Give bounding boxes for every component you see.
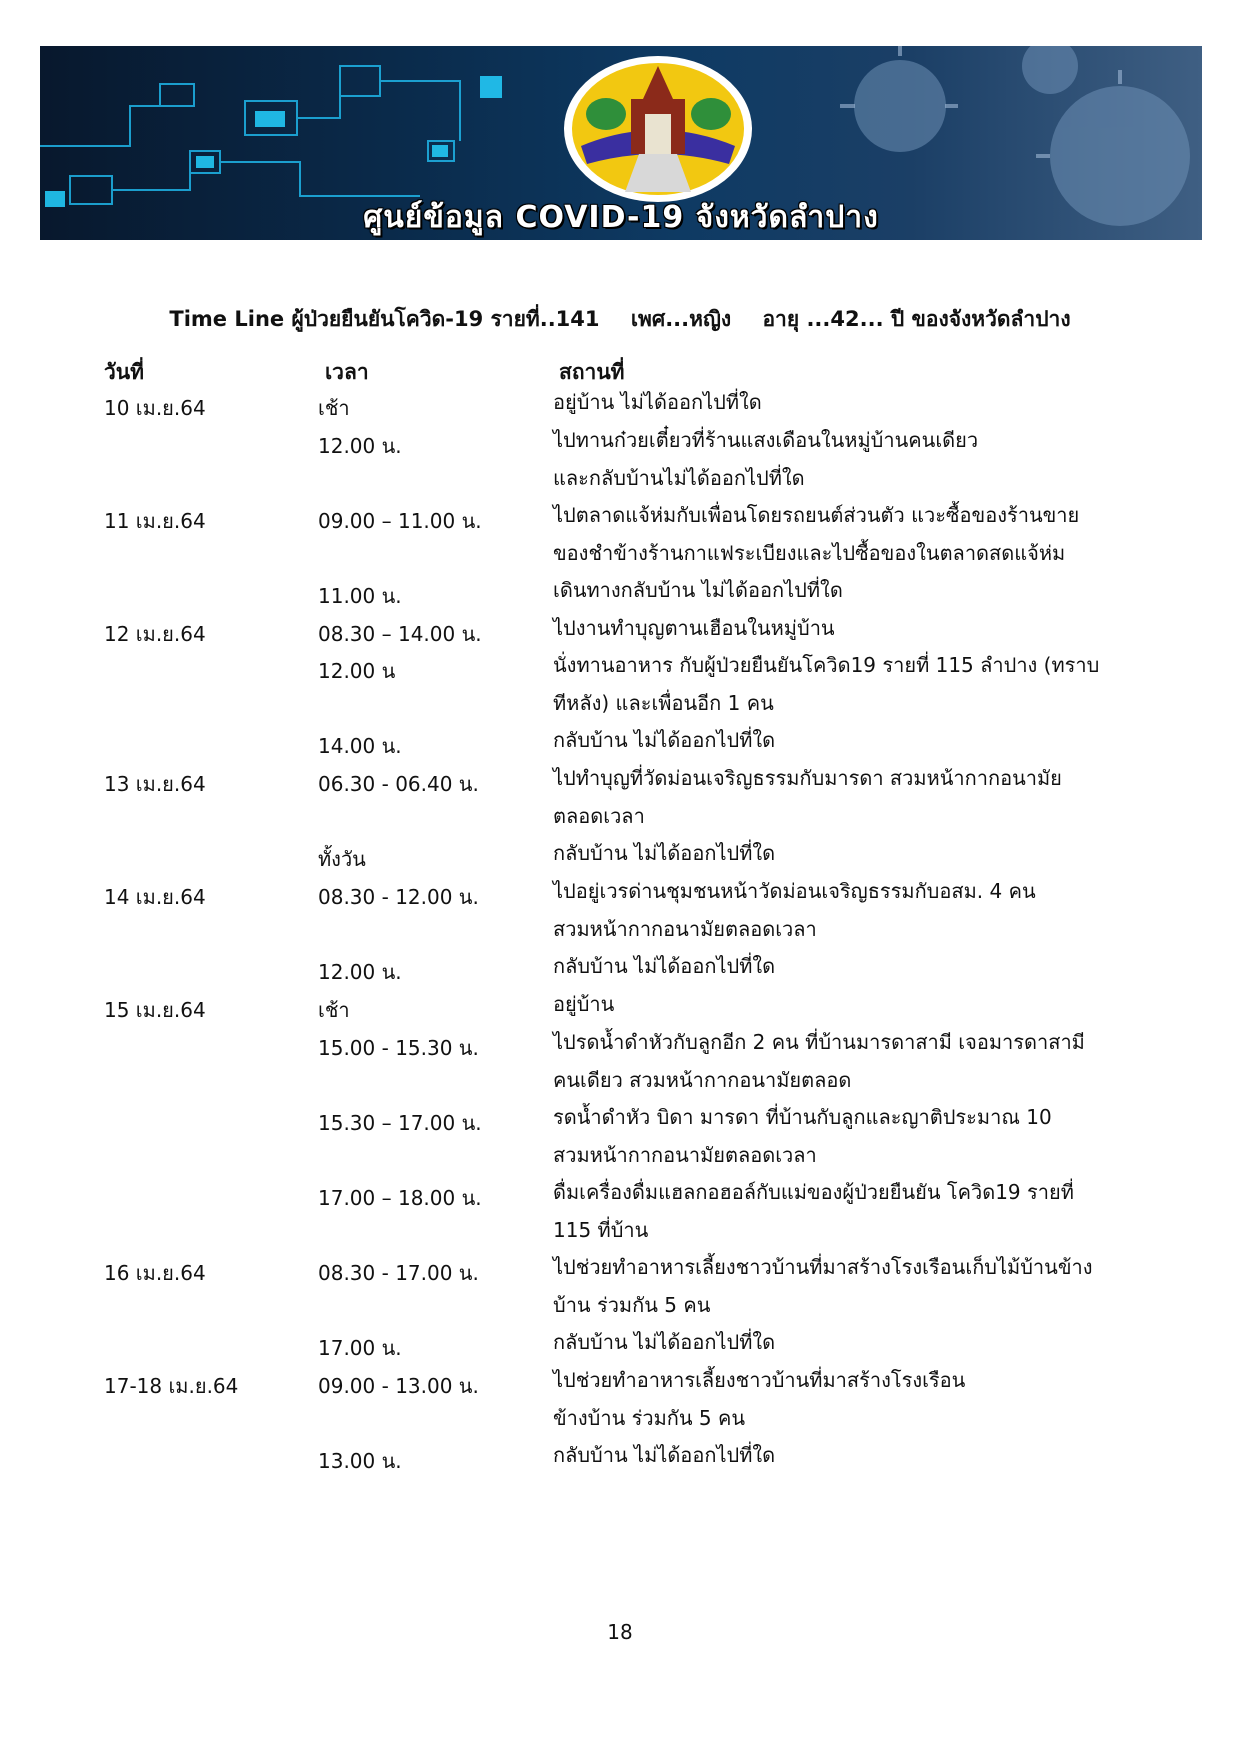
row-date: 15 เม.ย.64 [104,998,206,1022]
row-date: 13 เม.ย.64 [104,772,206,796]
row-time: 15.30 – 17.00 น. [318,1111,482,1135]
row-place [553,647,1153,722]
row-place [553,722,1153,760]
table-row [0,428,1240,490]
row-time: 06.30 - 06.40 น. [318,772,479,796]
column-header-time: เวลา [325,360,369,384]
place-line: ไปทำบุญที่วัดม่อนเจริญธรรมกับมารดา สวมหน้ากากอนามัย [553,766,1062,790]
place-line: ไปรดน้ำดำหัวกับลูกอีก 2 คน ที่บ้านมารดาสามี เจอมารดาสามี [553,1030,1085,1054]
lampang-province-emblem [561,54,755,204]
place-line: อยู่บ้าน [553,992,615,1016]
table-row [0,503,1240,565]
row-date: 10 เม.ย.64 [104,396,206,420]
row-time: 17.00 – 18.00 น. [318,1186,482,1210]
row-time: ทั้งวัน [318,847,366,871]
row-time: 17.00 น. [318,1336,402,1360]
document-title [100,303,1140,336]
place-line: เดินทางกลับบ้าน ไม่ได้ออกไปที่ใด [553,578,843,602]
place-line: ไปอยู่เวรด่านชุมชนหน้าวัดม่อนเจริญธรรมกับอสม. 4 คน [553,879,1036,903]
row-date: 12 เม.ย.64 [104,622,206,646]
place-line: กลับบ้าน ไม่ได้ออกไปที่ใด [553,841,776,865]
row-time: 12.00 น [318,659,396,683]
row-time: 08.30 - 17.00 น. [318,1261,479,1285]
row-place [553,384,1153,422]
row-place [553,1249,1153,1324]
banner-title: ศูนย์ข้อมูล COVID-19 จังหวัดลำปาง [363,200,879,235]
table-row [0,1368,1240,1430]
place-line: สวมหน้ากากอนามัยตลอดเวลา [553,916,817,941]
row-time: 09.00 – 11.00 น. [318,509,482,533]
place-line: กลับบ้าน ไม่ได้ออกไปที่ใด [553,728,776,752]
title-age: อายุ ...42... ปี ของจังหวัดลำปาง [762,307,1071,331]
table-row [0,1030,1240,1092]
row-time: 15.00 - 15.30 น. [318,1036,479,1060]
row-time: 14.00 น. [318,734,402,758]
row-date: 16 เม.ย.64 [104,1261,206,1285]
table-row [0,766,1240,828]
place-line: กลับบ้าน ไม่ได้ออกไปที่ใด [553,1443,776,1467]
place-line: ทีหลัง) และเพื่อนอีก 1 คน [553,690,774,715]
table-row [0,879,1240,941]
title-case-info: Time Line ผู้ป่วยยืนยันโควิด-19 รายที่..141 [169,307,600,331]
row-place [553,1362,1153,1437]
row-place [553,422,1153,497]
row-date: 14 เม.ย.64 [104,885,206,909]
row-place [553,1024,1153,1099]
table-row [0,653,1240,715]
row-place [553,497,1153,572]
row-place [553,1099,1153,1174]
column-header-date: วันที่ [104,360,144,384]
row-place [553,610,1153,648]
row-place [553,948,1153,986]
place-line: อยู่บ้าน ไม่ได้ออกไปที่ใด [553,390,762,414]
place-line: ไปช่วยทำอาหารเลี้ยงชาวบ้านที่มาสร้างโรงเรือน [553,1368,966,1392]
row-place [553,572,1153,610]
row-place [553,1324,1153,1362]
header-banner [40,46,1202,240]
row-time: 09.00 - 13.00 น. [318,1374,479,1398]
place-line: ดื่มเครื่องดื่มแฮลกอฮอล์กับแม่ของผู้ป่วยยืนยัน โควิด19 รายที่ [553,1180,1074,1204]
place-line: นั่งทานอาหาร กับผู้ป่วยยืนยันโควิด19 รายที่ 115 ลำปาง (ทราบ [553,653,1100,677]
row-time: 12.00 น. [318,434,402,458]
row-time: 08.30 - 12.00 น. [318,885,479,909]
row-place [553,1174,1153,1249]
place-line: ไปตลาดแจ้ห่มกับเพื่อนโดยรถยนต์ส่วนตัว แวะซื้อของร้านขาย [553,503,1080,527]
table-row [0,1255,1240,1317]
place-line: ตลอดเวลา [553,803,645,828]
row-place [553,835,1153,873]
place-line: รดน้ำดำหัว บิดา มารดา ที่บ้านกับลูกและญาติประมาณ 10 [553,1105,1052,1129]
place-line: ของชำข้างร้านกาแฟระเบียงและไปซื้อของในตลาดสดแจ้ห่ม [553,540,1066,565]
row-time: 08.30 – 14.00 น. [318,622,482,646]
row-time: 11.00 น. [318,584,402,608]
place-line: สวมหน้ากากอนามัยตลอดเวลา [553,1142,817,1167]
row-date: 11 เม.ย.64 [104,509,206,533]
table-row [0,1105,1240,1167]
place-line: คนเดียว สวมหน้ากากอนามัยตลอด [553,1067,852,1092]
page-number: 18 [607,1620,633,1644]
place-line: ไปงานทำบุญตานเฮือนในหมู่บ้าน [553,616,835,640]
row-place [553,1437,1153,1475]
table-row [0,1180,1240,1242]
place-line: 115 ที่บ้าน [553,1217,649,1242]
row-place [553,760,1153,835]
row-time: เช้า [318,998,350,1022]
title-gender: เพศ...หญิง [630,307,732,331]
row-place [553,986,1153,1024]
place-line: และกลับบ้านไม่ได้ออกไปที่ใด [553,465,805,490]
row-time: เช้า [318,396,350,420]
row-date: 17-18 เม.ย.64 [104,1374,239,1398]
table-row [0,1445,1240,1483]
place-line: บ้าน ร่วมกัน 5 คน [553,1292,711,1317]
place-line: กลับบ้าน ไม่ได้ออกไปที่ใด [553,954,776,978]
place-line: ไปทานก๋วยเตี๋ยวที่ร้านแสงเดือนในหมู่บ้านคนเดียว [553,428,979,452]
place-line: ข้างบ้าน ร่วมกัน 5 คน [553,1405,746,1430]
column-header-place: สถานที่ [559,360,625,384]
row-time: 12.00 น. [318,960,402,984]
place-line: กลับบ้าน ไม่ได้ออกไปที่ใด [553,1330,776,1354]
row-time: 13.00 น. [318,1449,402,1473]
row-place [553,873,1153,948]
place-line: ไปช่วยทำอาหารเลี้ยงชาวบ้านที่มาสร้างโรงเรือนเก็บไม้บ้านข้าง [553,1255,1093,1279]
